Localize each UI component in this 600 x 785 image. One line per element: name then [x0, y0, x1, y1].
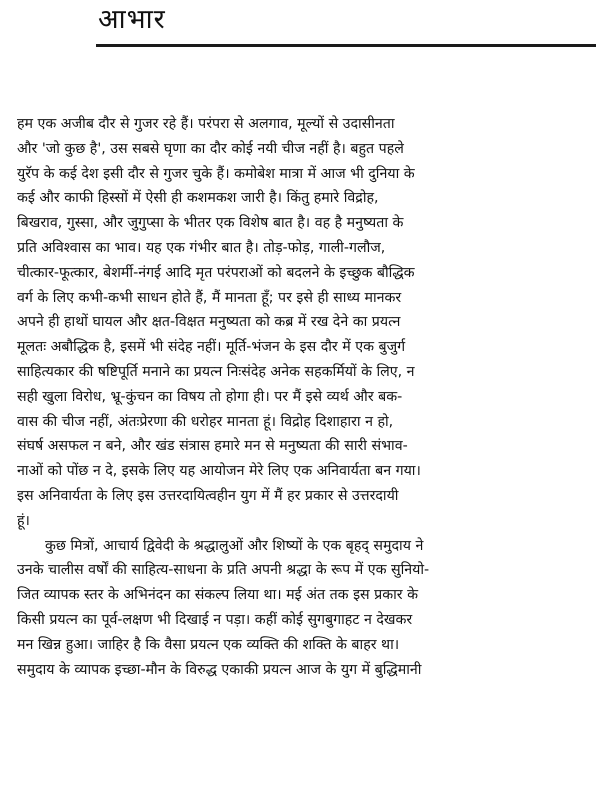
page-heading: आभार	[98, 4, 166, 35]
text-line: समुदाय के व्यापक इच्छा-मौन के विरुद्ध एकाकी प्रयत्न आज के युग में बुद्धिमानी	[17, 661, 422, 678]
heading-rule	[96, 44, 596, 47]
text-line: हम एक अजीब दौर से गुजर रहे हैं। परंपरा से अलगाव, मूल्यों से उदासीनता	[17, 116, 395, 132]
paragraph-1	[17, 112, 595, 534]
body-text	[17, 112, 595, 682]
text-line: युरॅप के कई देश इसी दौर से गुजर चुके हैं। कमोबेश मात्रा में आज भी दुनिया के	[17, 165, 415, 182]
text-line: संघर्ष असफल न बने, और खंड संत्रास हमारे मन से मनुष्यता की सारी संभाव-	[17, 438, 408, 455]
text-line: उनके चालीस वर्षों की साहित्य-साधना के प्रति अपनी श्रद्धा के रूप में एक सुनियो-	[17, 562, 430, 579]
text-line: कई और काफी हिस्सों में ऐसी ही कशमकश जारी है। किंतु हमारे विद्रोह,	[17, 190, 379, 207]
text-line: चीत्कार-फूत्कार, बेशर्मी-नंगई आदि मृत परंपराओं को बदलने के इच्छुक बौद्धिक	[17, 264, 415, 281]
text-line: मन खिन्न हुआ। जाहिर है कि वैसा प्रयत्न एक व्यक्ति की शक्ति के बाहर था।	[17, 636, 400, 653]
text-line: नाओं को पोंछ न दे, इसके लिए यह आयोजन मेरे लिए एक अनिवार्यता बन गया।	[17, 463, 421, 480]
text-line: किसी प्रयत्न का पूर्व-लक्षण भी दिखाई न पड़ा। कहीं कोई सुगबुगाहट न देखकर	[17, 611, 413, 628]
text-line: कुछ मित्रों, आचार्य द्विवेदी के श्रद्धालुओं और शिष्यों के एक बृहद् समुदाय ने	[45, 537, 424, 554]
text-line: जित व्यापक स्तर के अभिनंदन का संकल्प लिया था। मई अंत तक इस प्रकार के	[17, 587, 418, 604]
text-line: इस अनिवार्यता के लिए इस उत्तरदायित्वहीन युग में मैं हर प्रकार से उत्तरदायी	[17, 487, 399, 504]
text-line: बिखराव, गुस्सा, और जुगुप्सा के भीतर एक विशेष बात है। वह है मनुष्यता के	[17, 215, 404, 232]
text-line: अपने ही हाथों घायल और क्षत-विक्षत मनुष्यता को कब्र में रख देने का प्रयत्न	[17, 314, 401, 331]
text-line: प्रति अविश्वास का भाव। यह एक गंभीर बात है। तोड़-फोड़, गाली-गलौज,	[17, 239, 386, 256]
text-line: हूं।	[17, 512, 30, 529]
text-line: साहित्यकार की षष्टिपूर्ति मनाने का प्रयत्न निःसंदेह अनेक सहकर्मियों के लिए, न	[17, 363, 415, 380]
paragraph-2	[17, 534, 595, 683]
text-line: वास की चीज नहीं, अंतःप्रेरणा की धरोहर मानता हूं। विद्रोह दिशाहारा न हो,	[17, 413, 394, 430]
text-line: सही खुला विरोध, भ्रू-कुंचन का विषय तो होगा ही। पर मैं इसे व्यर्थ और बक-	[17, 388, 403, 405]
text-line: वर्ग के लिए कभी-कभी साधन होते हैं, मैं मानता हूँ; पर इसे ही साध्य मानकर	[17, 289, 402, 306]
text-line: और 'जो कुछ है', उस सबसे घृणा का दौर कोई नयी चीज नहीं है। बहुत पहले	[17, 140, 404, 157]
text-line: मूलतः अबौद्धिक है, इसमें भी संदेह नहीं। मूर्ति-भंजन के इस दौर में एक बुजुर्ग	[17, 339, 406, 356]
